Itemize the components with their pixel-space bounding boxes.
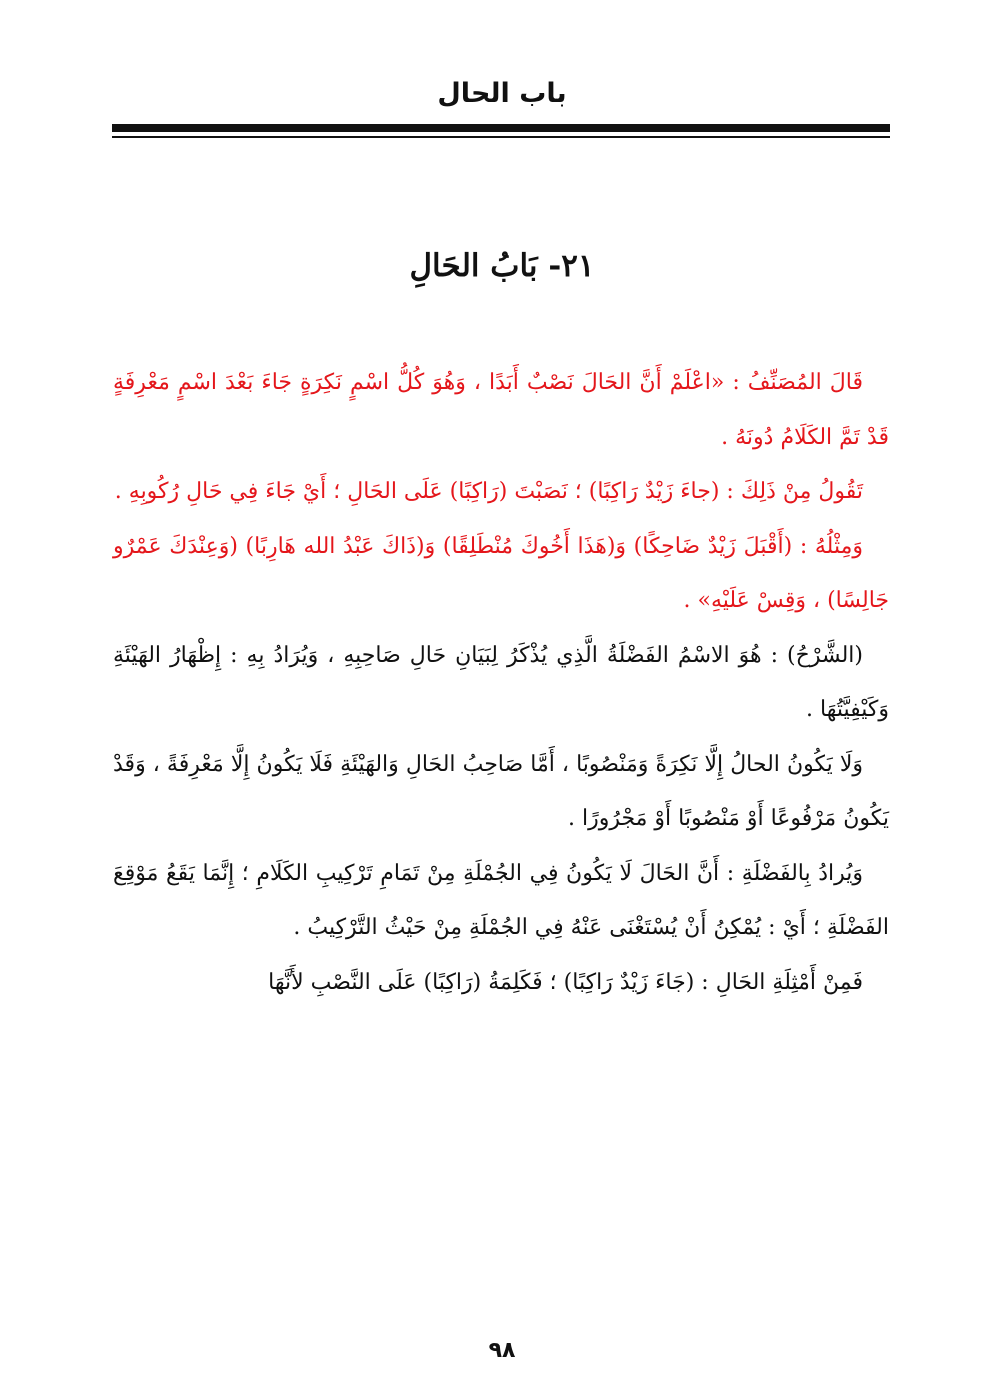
running-header: باب الحال (437, 78, 567, 109)
matn-paragraph-2: تَقُولُ مِنْ ذَلِكَ : (جاءَ زَيْدٌ رَاكِبًا) ؛ نَصَبْتَ (رَاكِبًا) عَلَى الحَالِ ؛ أَيْ جَاءَ فِي حَالِ رُكُوبِهِ . (114, 479, 863, 504)
sharh-paragraph-4: فَمِنْ أَمْثِلَةِ الحَالِ : (جَاءَ زَيْدٌ رَاكِبًا) ؛ فَكَلِمَةُ (رَاكِبًا) عَلَى النَّصْبِ لأَنَّهَا (268, 969, 863, 995)
header-rule-thin (112, 136, 890, 138)
sharh-paragraph-2: وَلَا يَكُونُ الحالُ إِلَّا نَكِرَةً وَمَنْصُوبًا ، أَمَّا صَاحِبُ الحَالِ وَالهَيْئَةِ فَلَا يَكُونُ إِلَّا مَعْرِفَةً ، وَقَدْ يَكُونُ مَرْفُوعًا أَوْ مَنْصُوبًا أَوْ مَجْرُورًا . (113, 751, 889, 831)
matn-paragraph-1: قَالَ المُصَنِّفُ : «اعْلَمْ أَنَّ الحَالَ نَصْبٌ أَبَدًا ، وَهُوَ كُلُّ اسْمٍ نَكِرَةٍ جَاءَ بَعْدَ اسْمٍ مَعْرِفَةٍ قَدْ تَمَّ الكَلَامُ دُونَهُ . (113, 370, 889, 450)
page-number: ٩٨ (488, 1338, 516, 1363)
body-text (113, 356, 889, 1010)
chapter-title: ٢١- بَابُ الحَالِ (409, 248, 595, 284)
header-rule-thick (112, 124, 890, 132)
sharh-paragraph-1: (الشَّرْحُ) : هُوَ الاسْمُ الفَضْلَةُ الَّذِي يُذْكَرُ لِبَيَانِ حَالِ صَاحِبِهِ ، وَيُرَادُ بِهِ : إِظْهَارُ الهَيْئَةِ وَكَيْفِيَّتُهَا . (113, 642, 889, 722)
matn-paragraph-3: وَمِثْلُهُ : (أَقْبَلَ زَيْدٌ ضَاحِكًا) وَ(هَذَا أَخُوكَ مُنْطَلِقًا) وَ(ذَاكَ عَبْدُ الله هَارِبًا) (وَعِنْدَكَ عَمْرٌو جَالِسًا) ، وَقِسْ عَلَيْهِ» . (113, 533, 889, 613)
sharh-paragraph-3: وَيُرادُ بِالفَضْلَةِ : أَنَّ الحَالَ لَا يَكُونُ فِي الجُمْلَةِ مِنْ تَمَامِ تَرْكِيبِ الكَلَامِ ؛ إِنَّمَا يَقَعُ مَوْقِعَ الفَضْلَةِ ؛ أَيْ : يُمْكِنُ أَنْ يُسْتَغْنَى عَنْهُ فِي الجُمْلَةِ مِنْ حَيْثُ التَّرْكِيبُ . (113, 860, 889, 940)
